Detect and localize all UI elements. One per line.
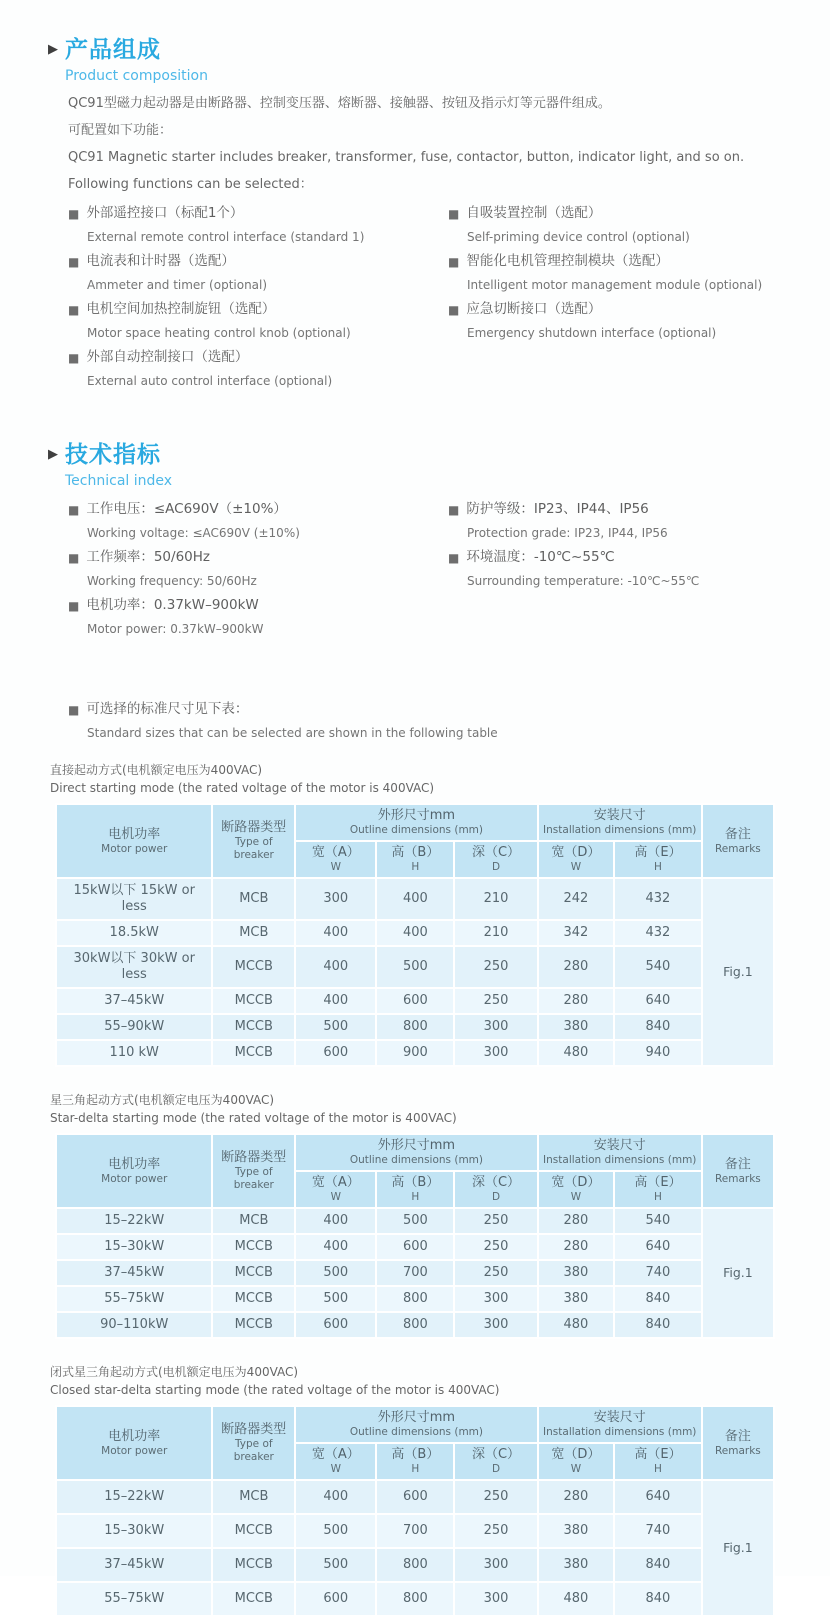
header-width-d: 宽（D） W bbox=[539, 842, 613, 877]
header-installation-dimensions: 安装尺寸 Installation dimensions (mm) bbox=[539, 805, 701, 840]
header-width-d: 宽（D） W bbox=[539, 1172, 613, 1207]
table-cell: 110 kW bbox=[57, 1041, 211, 1065]
table-header bbox=[57, 1135, 773, 1207]
header-width-a: 宽（A） W bbox=[296, 1172, 375, 1207]
square-bullet-icon: ■ bbox=[68, 598, 80, 613]
table-cell: 210 bbox=[455, 879, 536, 919]
feature-label-zh: 电机空间加热控制旋钮（选配） bbox=[86, 301, 276, 317]
table-cell: 300 bbox=[455, 1287, 536, 1311]
feature-label-zh: 应急切断接口（选配） bbox=[466, 301, 602, 317]
table-cell: MCB bbox=[213, 1481, 294, 1513]
table-cell: 300 bbox=[455, 1313, 536, 1337]
table-cell: 640 bbox=[615, 1235, 701, 1259]
feature-label-zh: 智能化电机管理控制模块（选配） bbox=[466, 253, 669, 269]
table-row bbox=[57, 1515, 773, 1547]
spec-label-zh: 防护等级：IP23、IP44、IP56 bbox=[466, 501, 649, 517]
square-bullet-icon: ■ bbox=[448, 254, 460, 269]
table-cell: 800 bbox=[377, 1583, 453, 1615]
table-cell: 480 bbox=[539, 1583, 613, 1615]
table-cell: 740 bbox=[615, 1261, 701, 1285]
feature-label-en: Self-priming device control (optional) bbox=[467, 230, 690, 244]
remarks-cell: Fig.1 bbox=[703, 879, 773, 1065]
table-cell: MCB bbox=[213, 1209, 294, 1233]
standard-sizes-note bbox=[68, 701, 830, 741]
table-cell: MCCB bbox=[213, 1313, 294, 1337]
table-cell: MCCB bbox=[213, 1041, 294, 1065]
table-cell: 250 bbox=[455, 989, 536, 1013]
table-caption-en: Closed star-delta starting mode (the rated voltage of the motor is 400VAC) bbox=[50, 1383, 500, 1397]
table-cell: 840 bbox=[615, 1549, 701, 1581]
intro-line: Following functions can be selected： bbox=[68, 177, 313, 192]
table-cell: 37–45kW bbox=[57, 1549, 211, 1581]
direct-starting-table bbox=[55, 803, 775, 1067]
spec-label-en: Working frequency: 50/60Hz bbox=[87, 574, 257, 588]
table-cell: 55–75kW bbox=[57, 1583, 211, 1615]
header-height-b: 高（B） H bbox=[377, 1172, 453, 1207]
table-row bbox=[57, 1261, 773, 1285]
table-cell: 640 bbox=[615, 1481, 701, 1513]
feature-item bbox=[68, 253, 448, 293]
feature-label-en: External auto control interface (optional) bbox=[87, 374, 333, 388]
spec-item bbox=[68, 549, 448, 589]
table-caption-zh: 直接起动方式(电机额定电压为400VAC) bbox=[50, 763, 263, 777]
section-header bbox=[48, 441, 830, 489]
table-cell: 280 bbox=[539, 947, 613, 987]
spec-label-zh: 环境温度：-10℃~55℃ bbox=[466, 549, 615, 565]
feature-label-zh: 自吸装置控制（选配） bbox=[466, 205, 602, 221]
table-cell: 15–30kW bbox=[57, 1235, 211, 1259]
table-cell: MCCB bbox=[213, 1235, 294, 1259]
table-cell: MCCB bbox=[213, 947, 294, 987]
table-cell: 300 bbox=[455, 1549, 536, 1581]
table-row bbox=[57, 1481, 773, 1513]
table-header bbox=[57, 1407, 773, 1479]
square-bullet-icon: ■ bbox=[68, 254, 80, 269]
table-cell: 37–45kW bbox=[57, 989, 211, 1013]
table-cell: 800 bbox=[377, 1287, 453, 1311]
header-installation-dimensions: 安装尺寸 Installation dimensions (mm) bbox=[539, 1407, 701, 1442]
table-row bbox=[57, 1313, 773, 1337]
table-cell: 500 bbox=[296, 1515, 375, 1547]
spec-item bbox=[448, 549, 830, 589]
table-cell: 37–45kW bbox=[57, 1261, 211, 1285]
table-cell: 840 bbox=[615, 1583, 701, 1615]
table-cell: 800 bbox=[377, 1549, 453, 1581]
table-cell: 250 bbox=[455, 947, 536, 987]
table-cell: 540 bbox=[615, 947, 701, 987]
square-bullet-icon: ■ bbox=[68, 302, 80, 317]
table-caption-zh: 星三角起动方式(电机额定电压为400VAC) bbox=[50, 1093, 275, 1107]
table-cell: 700 bbox=[377, 1261, 453, 1285]
feature-item bbox=[448, 301, 830, 341]
table-cell: 640 bbox=[615, 989, 701, 1013]
table-cell: 250 bbox=[455, 1209, 536, 1233]
table-cell: 600 bbox=[296, 1583, 375, 1615]
feature-label-zh: 电流表和计时器（选配） bbox=[86, 253, 235, 269]
table-cell: 400 bbox=[377, 879, 453, 919]
table-cell: 500 bbox=[296, 1549, 375, 1581]
table-caption-zh: 闭式星三角起动方式(电机额定电压为400VAC) bbox=[50, 1365, 299, 1379]
table-cell: 500 bbox=[296, 1287, 375, 1311]
square-bullet-icon: ■ bbox=[68, 206, 80, 221]
table-cell: 15–30kW bbox=[57, 1515, 211, 1547]
square-bullet-icon: ■ bbox=[448, 302, 460, 317]
table-cell: 400 bbox=[296, 1481, 375, 1513]
table-cell: 900 bbox=[377, 1041, 453, 1065]
table-cell: 480 bbox=[539, 1041, 613, 1065]
header-motor-power: 电机功率 Motor power bbox=[57, 1135, 211, 1207]
header-remarks: 备注 Remarks bbox=[703, 805, 773, 877]
square-bullet-icon: ■ bbox=[448, 550, 460, 565]
section-header bbox=[48, 36, 830, 84]
table-cell: 400 bbox=[296, 1209, 375, 1233]
header-depth-c: 深（C） D bbox=[455, 1444, 536, 1479]
header-outline-dimensions: 外形尺寸mm Outline dimensions (mm) bbox=[296, 805, 537, 840]
header-outline-dimensions: 外形尺寸mm Outline dimensions (mm) bbox=[296, 1407, 537, 1442]
table-cell: 300 bbox=[455, 1015, 536, 1039]
table-caption-en: Direct starting mode (the rated voltage of the motor is 400VAC) bbox=[50, 781, 435, 795]
table-row bbox=[57, 1015, 773, 1039]
feature-label-en: Ammeter and timer (optional) bbox=[87, 278, 268, 292]
intro-paragraphs bbox=[68, 96, 830, 193]
table-cell: 300 bbox=[455, 1583, 536, 1615]
table-row bbox=[57, 1235, 773, 1259]
spec-column-right bbox=[448, 501, 830, 645]
table-cell: 500 bbox=[296, 1015, 375, 1039]
table-cell: 500 bbox=[377, 1209, 453, 1233]
table-cell: 210 bbox=[455, 921, 536, 945]
table-cell: 380 bbox=[539, 1287, 613, 1311]
note-en: Standard sizes that can be selected are shown in the following table bbox=[87, 726, 498, 740]
square-bullet-icon: ■ bbox=[448, 502, 460, 517]
section-title-en: Product composition bbox=[65, 68, 208, 84]
square-bullet-icon: ■ bbox=[448, 206, 460, 221]
feature-label-en: Motor space heating control knob (optional) bbox=[87, 326, 351, 340]
header-height-b: 高（B） H bbox=[377, 842, 453, 877]
spec-label-en: Surrounding temperature: -10℃~55℃ bbox=[467, 574, 700, 588]
remarks-cell: Fig.1 bbox=[703, 1209, 773, 1337]
spec-item bbox=[68, 501, 448, 541]
table-cell: 15kW以下 15kW or less bbox=[57, 879, 211, 919]
table-row bbox=[57, 1549, 773, 1581]
feature-label-en: Emergency shutdown interface (optional) bbox=[467, 326, 717, 340]
table-body bbox=[57, 879, 773, 1065]
table-caption bbox=[50, 761, 830, 797]
table-cell: 500 bbox=[296, 1261, 375, 1285]
header-breaker-type: 断路器类型 Type of breaker bbox=[213, 1407, 294, 1479]
table-cell: 55–90kW bbox=[57, 1015, 211, 1039]
table-cell: 540 bbox=[615, 1209, 701, 1233]
table-caption bbox=[50, 1091, 830, 1127]
feature-column-left bbox=[68, 205, 448, 397]
table-cell: 400 bbox=[296, 989, 375, 1013]
table-row bbox=[57, 1209, 773, 1233]
spec-item bbox=[68, 597, 448, 637]
table-caption-en: Star-delta starting mode (the rated voltage of the motor is 400VAC) bbox=[50, 1111, 457, 1125]
star-delta-table bbox=[55, 1133, 775, 1339]
table-cell: 400 bbox=[377, 921, 453, 945]
feature-item bbox=[68, 301, 448, 341]
table-cell: 840 bbox=[615, 1287, 701, 1311]
header-depth-c: 深（C） D bbox=[455, 842, 536, 877]
table-cell: 740 bbox=[615, 1515, 701, 1547]
spec-label-en: Working voltage: ≤AC690V (±10%) bbox=[87, 526, 300, 540]
header-remarks: 备注 Remarks bbox=[703, 1407, 773, 1479]
spec-label-zh: 工作频率：50/60Hz bbox=[86, 549, 210, 565]
intro-line: QC91型磁力起动器是由断路器、控制变压器、熔断器、接触器、按钮及指示灯等元器件组成。 bbox=[68, 96, 611, 111]
feature-label-en: External remote control interface (standard 1) bbox=[87, 230, 365, 244]
spec-label-zh: 工作电压：≤AC690V（±10%） bbox=[86, 501, 287, 517]
table-cell: 280 bbox=[539, 1481, 613, 1513]
table-cell: 250 bbox=[455, 1235, 536, 1259]
table-cell: 280 bbox=[539, 989, 613, 1013]
header-motor-power: 电机功率 Motor power bbox=[57, 805, 211, 877]
table-cell: 840 bbox=[615, 1015, 701, 1039]
table-caption bbox=[50, 1363, 830, 1399]
table-row bbox=[57, 921, 773, 945]
square-bullet-icon: ■ bbox=[68, 550, 80, 565]
table-cell: 400 bbox=[296, 947, 375, 987]
header-outline-dimensions: 外形尺寸mm Outline dimensions (mm) bbox=[296, 1135, 537, 1170]
table-cell: 250 bbox=[455, 1261, 536, 1285]
table-cell: 400 bbox=[296, 1235, 375, 1259]
table-cell: 500 bbox=[377, 947, 453, 987]
table-cell: 400 bbox=[296, 921, 375, 945]
table-cell: 600 bbox=[377, 1481, 453, 1513]
intro-line: QC91 Magnetic starter includes breaker, transformer, fuse, contactor, button, indicator light, and so on. bbox=[68, 150, 745, 165]
table-row bbox=[57, 1041, 773, 1065]
remarks-cell: Fig.1 bbox=[703, 1481, 773, 1615]
table-cell: MCCB bbox=[213, 1583, 294, 1615]
table-cell: 600 bbox=[296, 1313, 375, 1337]
table-body bbox=[57, 1209, 773, 1337]
table-cell: 15–22kW bbox=[57, 1481, 211, 1513]
table-cell: MCB bbox=[213, 921, 294, 945]
table-cell: MCCB bbox=[213, 1515, 294, 1547]
header-breaker-type: 断路器类型 Type of breaker bbox=[213, 805, 294, 877]
table-body bbox=[57, 1481, 773, 1615]
table-cell: 800 bbox=[377, 1015, 453, 1039]
header-installation-dimensions: 安装尺寸 Installation dimensions (mm) bbox=[539, 1135, 701, 1170]
table-cell: MCCB bbox=[213, 1549, 294, 1581]
table-cell: 55–75kW bbox=[57, 1287, 211, 1311]
header-motor-power: 电机功率 Motor power bbox=[57, 1407, 211, 1479]
section-product-composition bbox=[0, 0, 830, 397]
table-cell: 15–22kW bbox=[57, 1209, 211, 1233]
table-cell: MCB bbox=[213, 879, 294, 919]
table-row bbox=[57, 947, 773, 987]
spec-item bbox=[448, 501, 830, 541]
section-title-block bbox=[65, 441, 172, 489]
feature-label-en: Intelligent motor management module (optional) bbox=[467, 278, 763, 292]
feature-item bbox=[448, 205, 830, 245]
table-cell: 380 bbox=[539, 1015, 613, 1039]
table-cell: 30kW以下 30kW or less bbox=[57, 947, 211, 987]
table-cell: 432 bbox=[615, 921, 701, 945]
table-cell: MCCB bbox=[213, 1015, 294, 1039]
table-cell: 280 bbox=[539, 1209, 613, 1233]
header-height-e: 高（E） H bbox=[615, 842, 701, 877]
section-title-en: Technical index bbox=[65, 473, 173, 489]
feature-column-right bbox=[448, 205, 830, 397]
table-row bbox=[57, 1583, 773, 1615]
table-cell: 90–110kW bbox=[57, 1313, 211, 1337]
table-cell: MCCB bbox=[213, 1261, 294, 1285]
table-cell: 280 bbox=[539, 1235, 613, 1259]
table-cell: 380 bbox=[539, 1549, 613, 1581]
square-bullet-icon: ■ bbox=[68, 702, 80, 717]
header-height-e: 高（E） H bbox=[615, 1172, 701, 1207]
square-bullet-icon: ■ bbox=[68, 350, 80, 365]
square-bullet-icon: ■ bbox=[68, 502, 80, 517]
intro-line: 可配置如下功能： bbox=[68, 123, 173, 138]
triangle-marker-icon: ▶ bbox=[48, 42, 58, 57]
spec-column-left bbox=[68, 501, 448, 645]
header-depth-c: 深（C） D bbox=[455, 1172, 536, 1207]
table-cell: 600 bbox=[296, 1041, 375, 1065]
table-row bbox=[57, 1287, 773, 1311]
table-cell: 840 bbox=[615, 1313, 701, 1337]
header-width-d: 宽（D） W bbox=[539, 1444, 613, 1479]
table-cell: 380 bbox=[539, 1261, 613, 1285]
note-zh: 可选择的标准尺寸见下表： bbox=[86, 701, 249, 717]
header-remarks: 备注 Remarks bbox=[703, 1135, 773, 1207]
table-cell: 250 bbox=[455, 1515, 536, 1547]
table-cell: 242 bbox=[539, 879, 613, 919]
header-height-b: 高（B） H bbox=[377, 1444, 453, 1479]
table-cell: 432 bbox=[615, 879, 701, 919]
header-width-a: 宽（A） W bbox=[296, 1444, 375, 1479]
header-height-e: 高（E） H bbox=[615, 1444, 701, 1479]
table-cell: 18.5kW bbox=[57, 921, 211, 945]
table-cell: MCCB bbox=[213, 1287, 294, 1311]
spec-label-en: Motor power: 0.37kW–900kW bbox=[87, 622, 264, 636]
spec-columns bbox=[0, 501, 830, 645]
spec-label-zh: 电机功率：0.37kW–900kW bbox=[86, 597, 259, 613]
table-cell: 342 bbox=[539, 921, 613, 945]
spec-label-en: Protection grade: IP23, IP44, IP56 bbox=[467, 526, 668, 540]
section-title-block bbox=[65, 36, 208, 84]
header-width-a: 宽（A） W bbox=[296, 842, 375, 877]
header-breaker-type: 断路器类型 Type of breaker bbox=[213, 1135, 294, 1207]
table-cell: 250 bbox=[455, 1481, 536, 1513]
table-cell: 480 bbox=[539, 1313, 613, 1337]
closed-star-delta-table bbox=[55, 1405, 775, 1617]
feature-item bbox=[68, 349, 448, 389]
feature-columns bbox=[0, 205, 830, 397]
table-row bbox=[57, 879, 773, 919]
section-title-zh: 产品组成 bbox=[65, 37, 161, 63]
feature-item bbox=[68, 205, 448, 245]
table-cell: 300 bbox=[296, 879, 375, 919]
table-cell: 300 bbox=[455, 1041, 536, 1065]
table-cell: 380 bbox=[539, 1515, 613, 1547]
table-cell: 940 bbox=[615, 1041, 701, 1065]
feature-label-zh: 外部自动控制接口（选配） bbox=[86, 349, 249, 365]
feature-label-zh: 外部遥控接口（标配1个） bbox=[86, 205, 244, 221]
table-cell: MCCB bbox=[213, 989, 294, 1013]
table-cell: 800 bbox=[377, 1313, 453, 1337]
table-cell: 700 bbox=[377, 1515, 453, 1547]
feature-item bbox=[448, 253, 830, 293]
section-technical-index bbox=[0, 441, 830, 645]
table-cell: 600 bbox=[377, 1235, 453, 1259]
table-cell: 600 bbox=[377, 989, 453, 1013]
triangle-marker-icon: ▶ bbox=[48, 447, 58, 462]
table-header bbox=[57, 805, 773, 877]
table-row bbox=[57, 989, 773, 1013]
section-title-zh: 技术指标 bbox=[65, 442, 161, 468]
